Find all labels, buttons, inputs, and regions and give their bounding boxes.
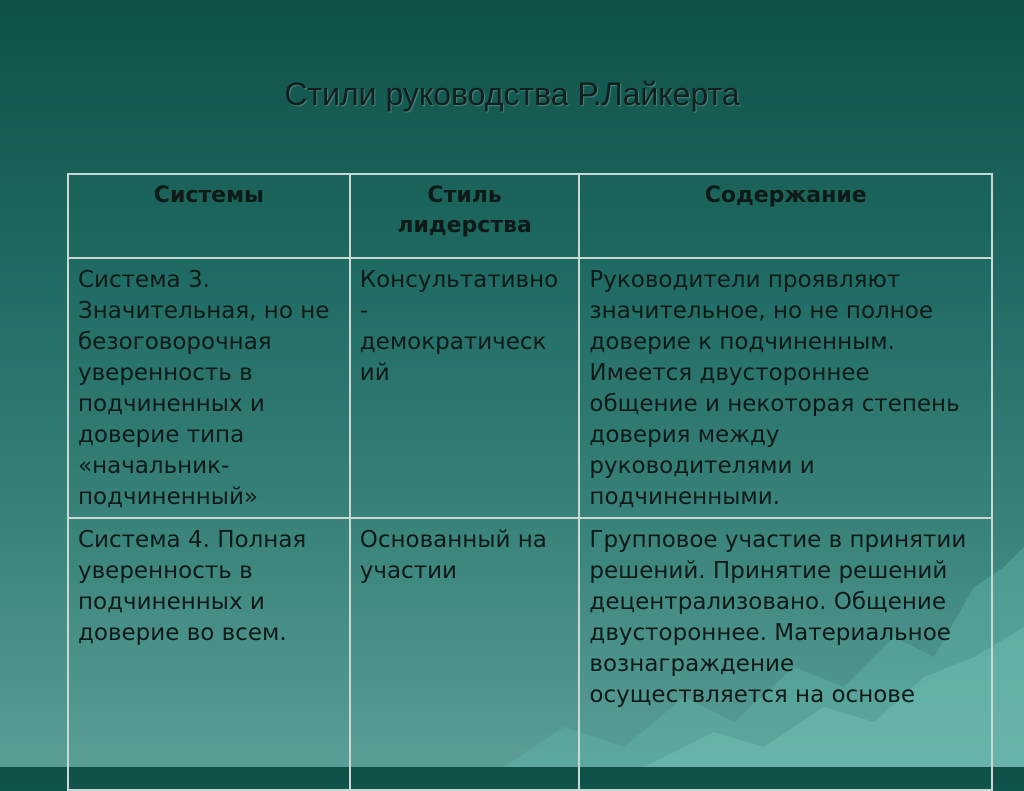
table-row [68,258,992,518]
leadership-styles-table [67,173,993,791]
cell-leadership-style: Консультативно - демократическ ий [350,258,580,518]
cell-content: Групповое участие в принятии решений. Принятие решений децентрализовано. Общение двустороннее. Материальное вознаграждение осуществляется на основе [579,518,992,790]
cell-system: Система 3. Значительная, но не безоговорочная уверенность в подчиненных и доверие типа «начальник-подчиненный» [68,258,350,518]
header-leadership-style: Стиль лидерства [350,174,580,258]
slide-title: Стили руководства Р.Лайкерта [284,76,740,112]
header-content: Содержание [579,174,992,258]
cell-content: Руководители проявляют значительное, но не полное доверие к подчиненным. Имеется двустороннее общение и некоторая степень доверия между руководителями и подчиненными. [579,258,992,518]
table-row [68,518,992,790]
table-header-row [68,174,992,258]
header-systems: Системы [68,174,350,258]
cell-leadership-style: Основанный на участии [350,518,580,790]
cell-system: Система 4. Полная уверенность в подчиненных и доверие во всем. [68,518,350,790]
